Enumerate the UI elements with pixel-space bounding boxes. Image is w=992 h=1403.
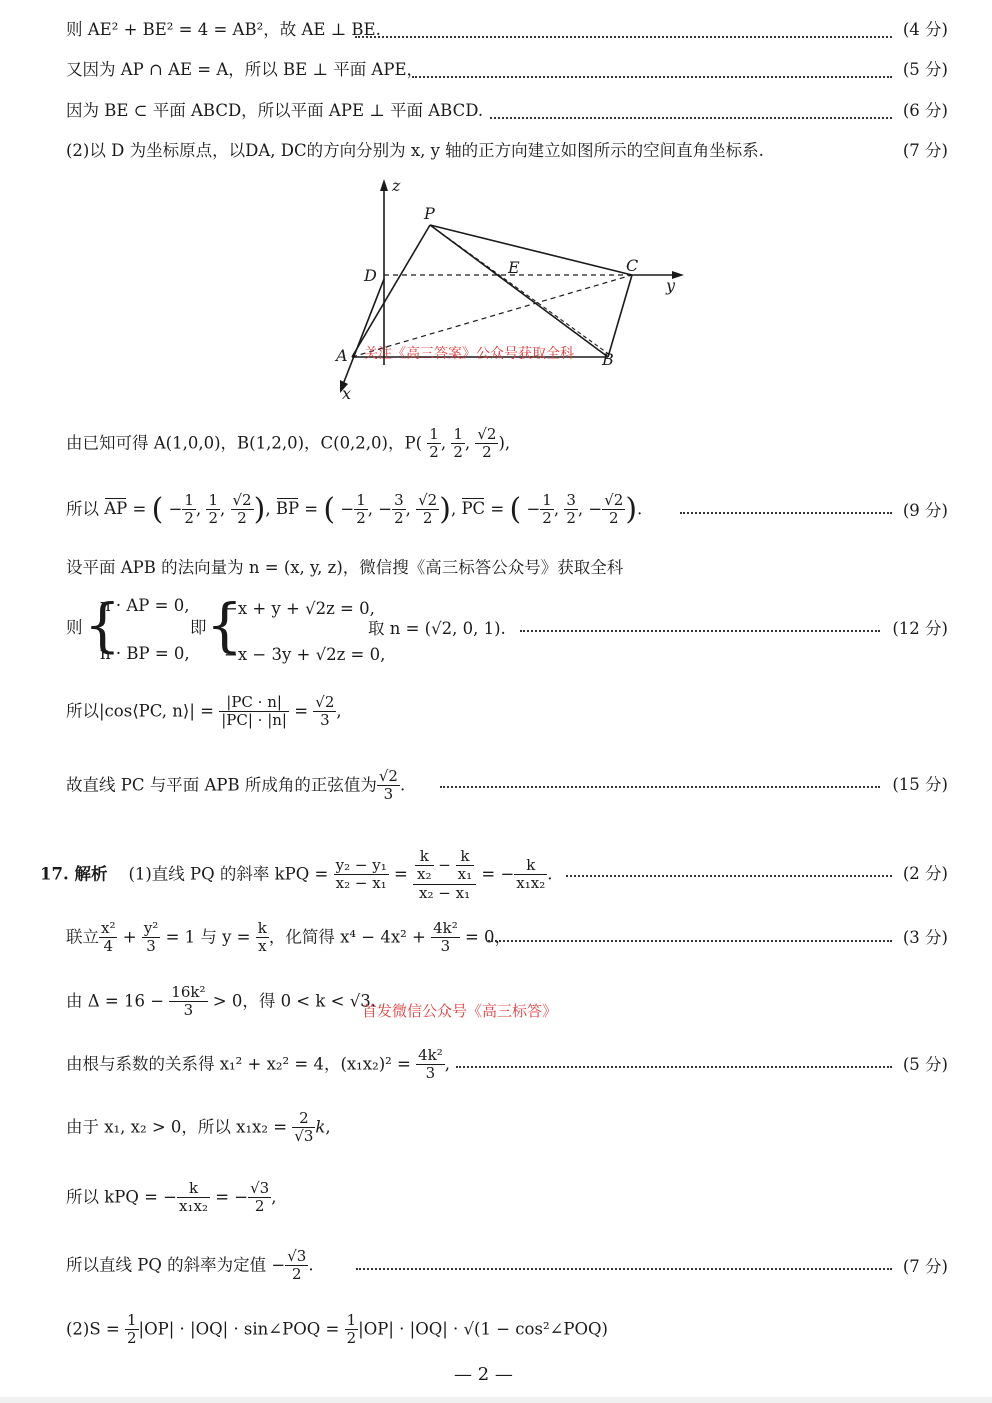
- brace-right: {: [206, 591, 243, 659]
- score-7: (7 分): [902, 141, 948, 160]
- system-left-2: n · BP = 0,: [100, 644, 190, 663]
- score-4: (4 分): [902, 20, 948, 39]
- label-D: D: [364, 266, 377, 285]
- page-number: — 2 —: [454, 1364, 513, 1385]
- score-6: (6 分): [902, 101, 948, 120]
- line-7: 设平面 APB 的法向量为 n = (x, y, z)，微信搜《高三标答公众号》获取全科: [66, 558, 624, 577]
- leader-dots: [412, 76, 892, 78]
- leader-dots: [490, 117, 892, 119]
- edge-BC: [608, 275, 632, 357]
- label-C: C: [626, 256, 639, 275]
- coordinate-figure: [320, 175, 690, 405]
- edge-PC: [430, 225, 632, 275]
- label-P: P: [424, 204, 435, 223]
- line-8-qu: 取 n = (√2, 0, 1).: [368, 619, 506, 638]
- score-12: (12 分): [892, 619, 948, 638]
- figure-watermark: 关注《高三答案》公众号获取全科: [364, 346, 574, 362]
- line-8-ze: 则: [66, 618, 83, 637]
- brace-left: {: [84, 591, 121, 659]
- line-1: 则 AE² + BE² = 4 = AB²，故 AE ⊥ BE.: [66, 20, 381, 39]
- leader-dots: [440, 786, 880, 788]
- bottom-rule: [0, 1397, 992, 1403]
- score-5b: (5 分): [902, 1055, 948, 1074]
- score-7b: (7 分): [902, 1257, 948, 1276]
- line-11: 17. 解析 (1)直线 PQ 的斜率 kPQ = $\frac{\text{y₂ − y₁}}{\text{x₂ − x₁}}$ = $\frac{k}{\text{x₂}}$ − $\frac{k}{\text{x₁}}$ x₂ − x₁ = − $\frac{k}{\text{x₁x₂}}$ .: [40, 847, 553, 902]
- leader-dots: [488, 940, 892, 942]
- score-15: (15 分): [892, 775, 948, 794]
- line-13: 由 Δ = 16 − $\frac{\text{16k²}}{3}$ > 0，得 0 < k < √3.: [66, 983, 376, 1020]
- line-17: 所以直线 PQ 的斜率为定值 − $\frac{√3}{2}$ .: [66, 1247, 314, 1284]
- line-16: 所以 kPQ = − $\frac{k}{\text{x₁x₂}}$ = − $\frac{√3}{2}$ ,: [66, 1179, 277, 1216]
- line-14: 由根与系数的关系得 x₁² + x₂² = 4，(x₁x₂)² = $\frac{\text{4k²}}{3}$ ,: [66, 1046, 450, 1083]
- edge-PB: [430, 225, 608, 357]
- system-right-2: −x − 3y + √2z = 0,: [224, 645, 386, 664]
- line-10: 故直线 PC 与平面 APB 所成角的正弦值为 $\frac{√2}{3}$ .: [66, 767, 406, 804]
- line-6: 所以 AP = ( − $\frac{1}{2}$ , $\frac{1}{2}$ , $\frac{√2}{2}$ ), BP = ( − $\frac{1}{2}$ , − $\frac{3}{2}$ , $\frac{√2}{2}$ ), PC = ( − $\frac{1}{2}$ , $\frac{3}{2}$ , − $\frac{√2}{2}$ ).: [66, 491, 643, 528]
- label-y: y: [666, 276, 676, 295]
- leader-dots: [456, 1066, 892, 1068]
- line-12: 联立 $\frac{\text{x²}}{4}$ + $\frac{\text{y²}}{3}$ = 1 与 y = $\frac{k}{x}$ ，化简得 x⁴ − 4x² + $\frac{\text{4k²}}{3}$ = 0，: [66, 919, 512, 956]
- line-4: (2)以 D 为坐标原点，以DA, DC的方向分别为 x, y 轴的正方向建立如图所示的空间直角坐标系.: [66, 141, 764, 160]
- score-3b: (3 分): [902, 928, 948, 947]
- x-axis: [342, 279, 384, 387]
- line-9: 所以|cos⟨PC, n⟩| = $\frac{|PC \cdot n|}{|PC| \cdot |n|}$ = $\frac{√2}{3}$ ,: [66, 693, 342, 730]
- label-x: x: [342, 384, 352, 403]
- line-2: 又因为 AP ∩ AE = A，所以 BE ⊥ 平面 APE，: [66, 60, 423, 79]
- z-arrow: [380, 179, 388, 191]
- leader-dots: [520, 630, 880, 632]
- line-8-ji: 即: [190, 618, 207, 637]
- leader-dots: [566, 875, 892, 877]
- line-5: 由已知可得 A(1,0,0)，B(1,2,0)，C(0,2,0)，P( $\frac{1}{2}$ , $\frac{1}{2}$ , $\frac{√2}{2}$ ),: [66, 425, 511, 462]
- label-A: A: [336, 346, 348, 365]
- score-5: (5 分): [902, 60, 948, 79]
- system-right-1: −x + y + √2z = 0,: [224, 599, 375, 618]
- leader-dots: [680, 512, 892, 514]
- label-B: B: [602, 350, 614, 369]
- leader-dots: [355, 36, 892, 38]
- watermark-2: 首发微信公众号《高三标答》: [362, 1002, 558, 1020]
- line-15: 由于 x₁, x₂ > 0，所以 x₁x₂ = $\frac{2}{√3}$ k,: [66, 1109, 331, 1146]
- score-2b: (2 分): [902, 864, 948, 883]
- leader-dots: [356, 1268, 892, 1270]
- label-z: z: [392, 176, 401, 195]
- line-3: 因为 BE ⊂ 平面 ABCD，所以平面 APE ⊥ 平面 ABCD.: [66, 101, 484, 120]
- system-left-1: n · AP = 0,: [100, 596, 190, 615]
- score-9: (9 分): [902, 501, 948, 520]
- edge-PA: [352, 225, 430, 357]
- line-18: (2)S = $\frac{1}{2}$ |OP| · |OQ| · sin∠POQ = $\frac{1}{2}$ |OP| · |OQ| · √(1 − cos²∠POQ): [66, 1311, 608, 1348]
- label-E: E: [508, 258, 520, 277]
